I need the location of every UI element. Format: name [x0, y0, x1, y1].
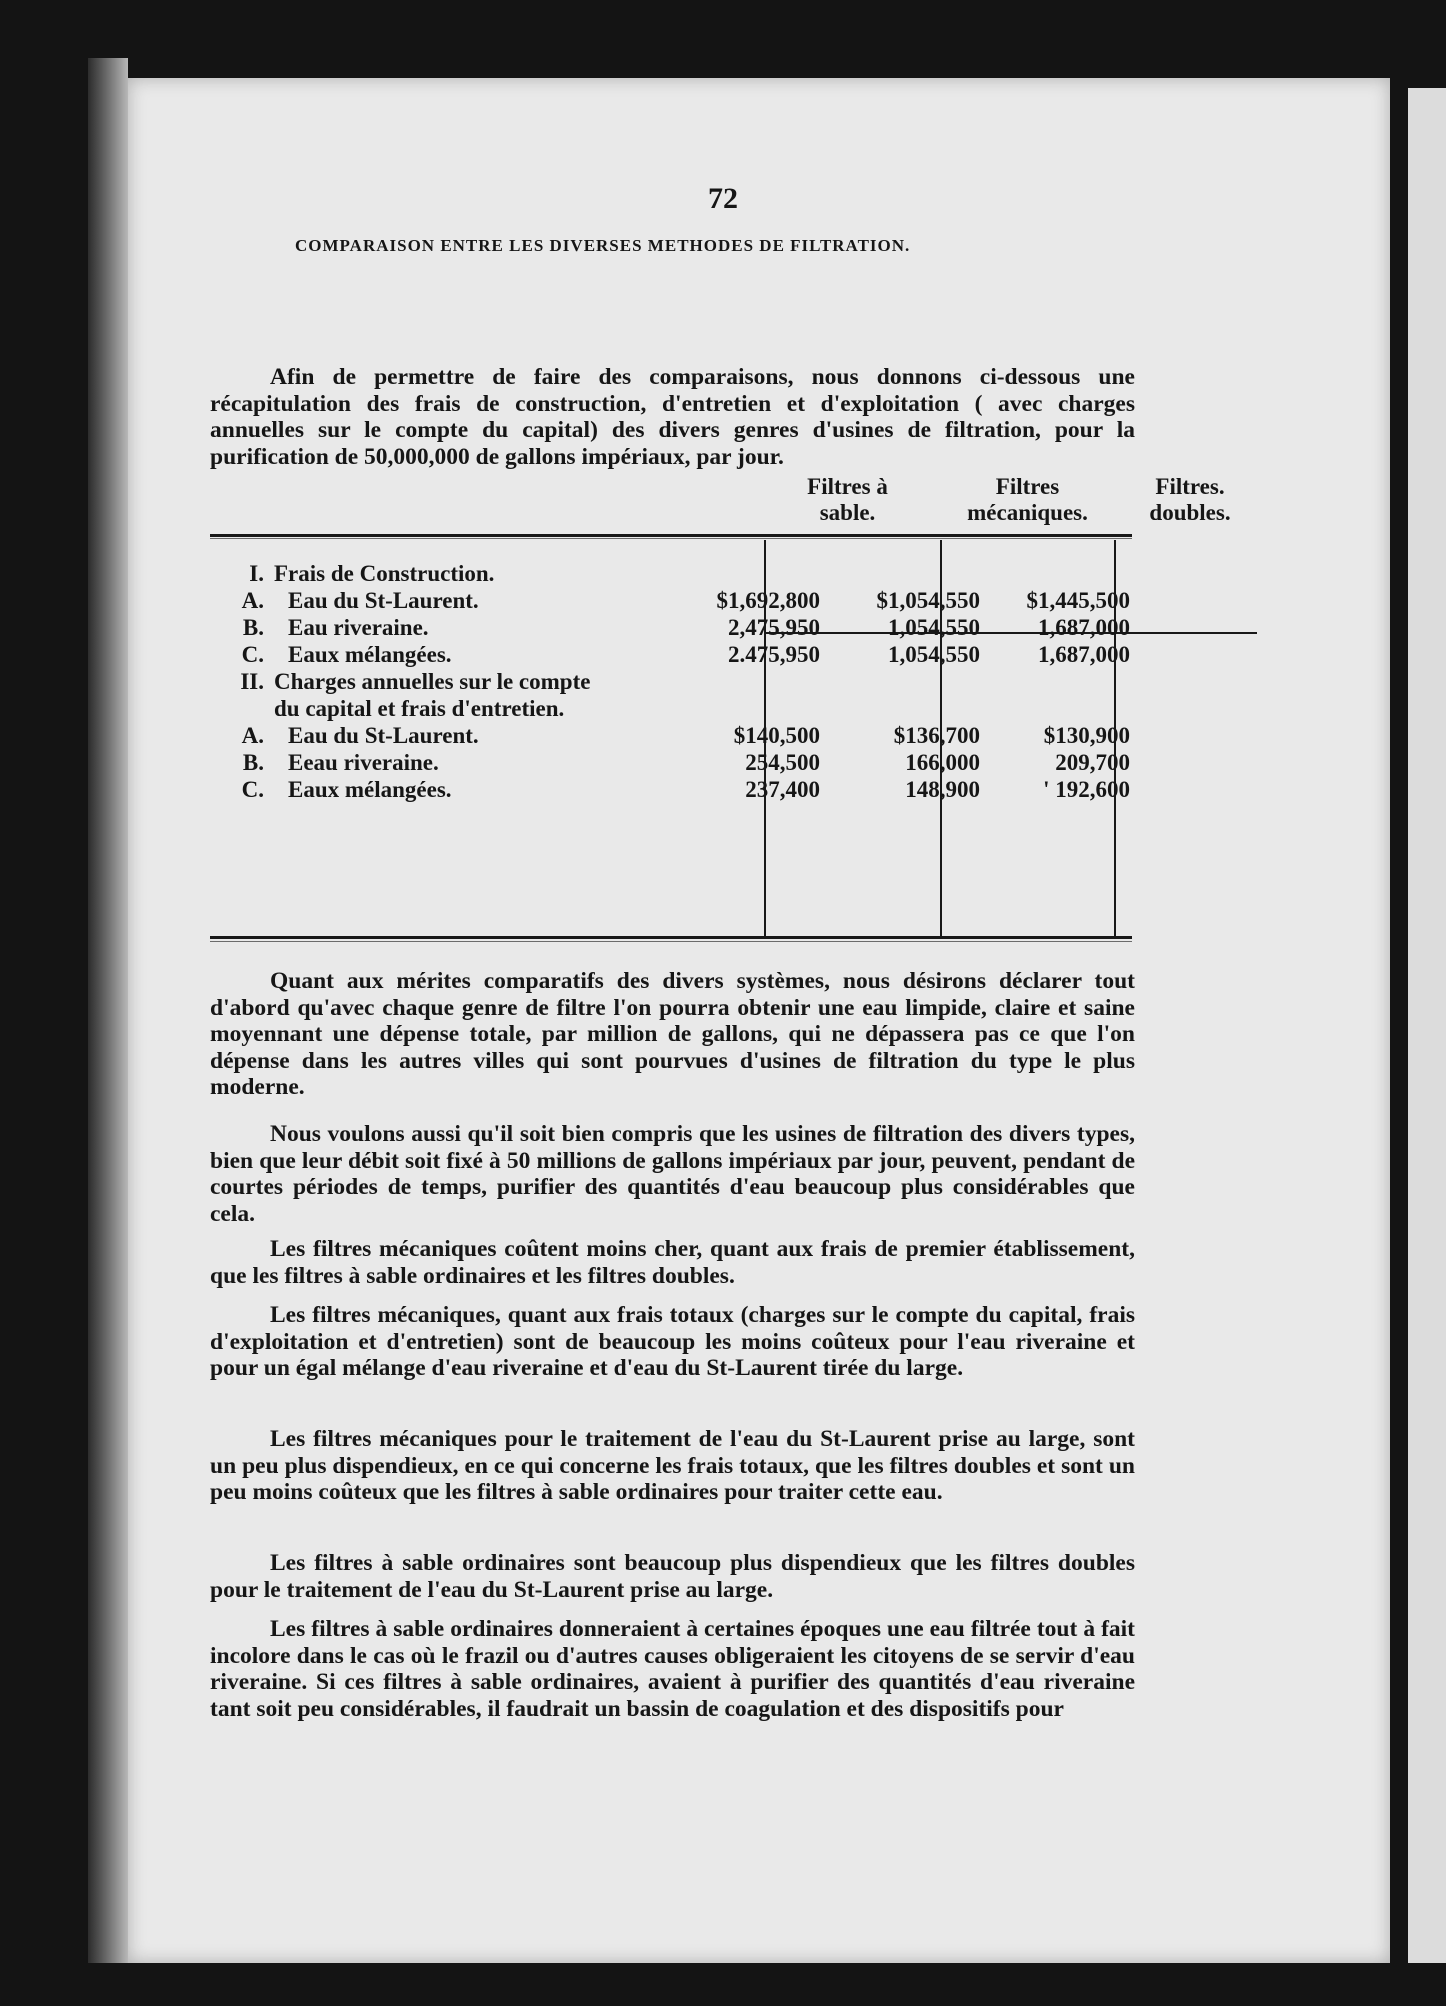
cell-sable: $140,500	[733, 723, 820, 748]
cell-mecaniques: $1,054,550	[876, 588, 980, 613]
row-mark: A.	[241, 723, 264, 748]
cell-mecaniques: 1,054,550	[888, 615, 980, 640]
row-mark: B.	[242, 615, 264, 640]
table-row	[212, 560, 1132, 587]
row-label: Eau du St-Laurent.	[288, 588, 479, 613]
page-number: 72	[708, 182, 738, 215]
cell-doubles: $1,445,500	[1026, 588, 1130, 613]
body-paragraph: Les filtres mécaniques pour le traitement de l'eau du St-Laurent prise au large, sont un peu plus dispendieux, en ce qui concerne les frais totaux, que les filtres doubles et sont un peu moins coûteux que les filtres à sable ordinaires pour traiter cette eau.	[210, 1426, 1135, 1505]
table-row	[212, 614, 1132, 641]
body-paragraph: Quant aux mérites comparatifs des divers systèmes, nous désirons déclarer tout d'abord qu'avec chaque genre de filtre l'on pourra obtenir une eau limpide, claire et saine moyennant une dépense totale, par million de gallons, qui ne dépassera pas ce que l'on dépense dans les autres villes qui sont pourvues d'usines de filtration du type le plus moderne.	[210, 968, 1135, 1100]
body-paragraph: Les filtres mécaniques, quant aux frais totaux (charges sur le compte du capital, frais d'exploitation et d'entretien) sont de beaucoup les moins coûteux pour l'eau riveraine et pour un égal mélange d'eau riveraine et d'eau du St-Laurent tirée du large.	[210, 1302, 1135, 1381]
cell-doubles: 1,687,000	[1038, 642, 1130, 667]
row-label: Frais de Construction.	[274, 561, 495, 586]
body-paragraph: Nous voulons aussi qu'il soit bien compris que les usines de filtration des divers types, bien que leur débit soit fixé à 50 millions de gallons impériaux par jour, peuvent, pendant de courtes périodes de temps, purifier des quantités d'eau beaucoup plus considérables que cela.	[210, 1121, 1135, 1227]
row-label: Eaux mélangées.	[288, 642, 452, 667]
row-mark: C.	[241, 642, 264, 667]
row-mark: A.	[241, 588, 264, 613]
row-mark: B.	[242, 750, 264, 775]
table-row	[212, 668, 1132, 722]
cell-sable: 237,400	[745, 777, 820, 802]
row-mark: C.	[241, 777, 264, 802]
table-top-rule-thin	[210, 538, 1132, 539]
column-header-sable: Filtres à sable.	[807, 474, 888, 525]
row-label: Charges annuelles sur le compte du capital et frais d'entretien.	[274, 669, 591, 721]
cost-table-body	[212, 560, 1132, 803]
table-row	[212, 722, 1132, 749]
adjacent-page-edge	[1408, 88, 1446, 1963]
book-spine	[88, 58, 128, 1963]
cell-mecaniques: 148,900	[905, 777, 980, 802]
table-row	[212, 587, 1132, 614]
intro-paragraph: Afin de permettre de faire des comparaisons, nous donnons ci-dessous une récapitulation des frais de construction, d'entretien et d'exploitation ( avec charges annuelles sur le compte du capital) des divers genres d'usines de filtration, pour la purification de 50,000,000 de gallons impériaux, par jour.	[210, 364, 1135, 470]
cell-mecaniques: 166,000	[905, 750, 980, 775]
cell-sable: 2,475,950	[728, 615, 820, 640]
row-label: Eeau riveraine.	[288, 750, 439, 775]
table-bottom-rule	[210, 936, 1132, 939]
table-row	[212, 641, 1132, 668]
cell-doubles: $130,900	[1043, 723, 1130, 748]
cell-sable: 254,500	[745, 750, 820, 775]
column-header-doubles: Filtres. doubles.	[1149, 474, 1231, 525]
row-label: Eau riveraine.	[288, 615, 429, 640]
row-mark: II.	[240, 669, 264, 694]
row-label: Eaux mélangées.	[288, 777, 452, 802]
row-label: Eau du St-Laurent.	[288, 723, 479, 748]
table-row	[212, 749, 1132, 776]
cell-sable: 2.475,950	[728, 642, 820, 667]
cell-doubles: 209,700	[1055, 750, 1130, 775]
body-paragraph: Les filtres à sable ordinaires sont beaucoup plus dispendieux que les filtres doubles pour le traitement de l'eau du St-Laurent prise au large.	[210, 1550, 1135, 1603]
cell-doubles: 1,687,000	[1038, 615, 1130, 640]
table-top-rule	[210, 534, 1132, 537]
cell-doubles: ' 192,600	[1043, 777, 1130, 802]
section-title: COMPARAISON ENTRE LES DIVERSES METHODES DE FILTRATION.	[295, 236, 911, 255]
body-paragraph: Les filtres mécaniques coûtent moins cher, quant aux frais de premier établissement, que les filtres à sable ordinaires et les filtres doubles.	[210, 1236, 1135, 1289]
column-header-mecaniques: Filtres mécaniques.	[967, 474, 1088, 525]
table-bottom-rule-thin	[210, 941, 1132, 942]
body-paragraph: Les filtres à sable ordinaires donneraient à certaines époques une eau filtrée tout à fait incolore dans le cas où le frazil ou d'autres causes obligeraient les citoyens de se servir d'eau riveraine. Si ces filtres à sable ordinaires, avaient à purifier des quantités d'eau riveraine tant soit peu considérables, il faudrait un bassin de coagulation et des dispositifs pour	[210, 1616, 1135, 1722]
table-row	[212, 776, 1132, 803]
cell-mecaniques: 1,054,550	[888, 642, 980, 667]
row-mark: I.	[249, 561, 264, 586]
cell-sable: $1,692,800	[716, 588, 820, 613]
cell-mecaniques: $136,700	[893, 723, 980, 748]
